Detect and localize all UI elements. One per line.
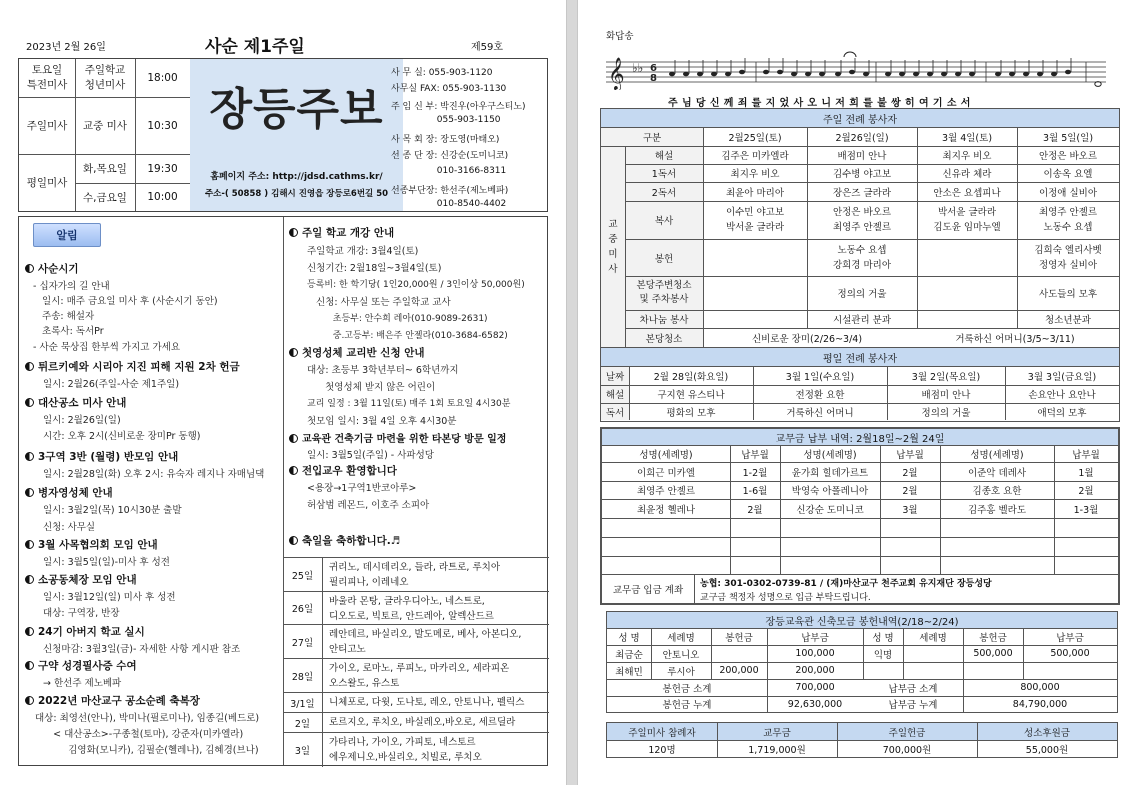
column-header: 3월 4일(토) [941, 133, 993, 144]
table-cell: 500,000 [973, 648, 1013, 659]
feast-row: 2일 로르지오, 루치오, 바실레오,바오로, 세르딜라 [283, 713, 549, 733]
table-cell: 애덕의 모후 [1037, 407, 1087, 419]
sunday-ministers-table [600, 108, 1120, 348]
church-address: 주소-( 50858 ) 김해시 진영읍 장등로6번길 50 [204, 189, 389, 199]
contact-line: 사무실 FAX: 055-903-1130 [391, 84, 507, 94]
mass-time: 10:00 [147, 191, 178, 203]
notice-line: 일시: 3월5일(일)-미사 후 성전 [43, 557, 170, 568]
notice-line: 신청: 사무실 [43, 522, 96, 533]
role-label: 해설 [654, 151, 674, 162]
column-header: 2월25일(토) [728, 133, 782, 144]
subtotal-value: 700,000 [795, 682, 835, 693]
table-cell: 최금순 [615, 649, 643, 661]
bullet-icon [25, 452, 34, 461]
table-cell: 이정애 실비아 [1038, 187, 1098, 199]
column-header: 성명(세례명) [803, 450, 857, 461]
role-label: 봉헌 [654, 253, 674, 265]
table-cell: 최해민 [615, 666, 643, 678]
table-cell: 구지현 유스티나 [657, 390, 725, 401]
contact-line: 선종부단장: 한선주(제노베파) [391, 186, 509, 196]
notice-title: 구약 성경필사증 수여 [25, 658, 137, 673]
notice-title: 튀르키예와 시리아 지진 피해 지원 2차 헌금 [25, 359, 240, 374]
notice-title: 축일을 축하합니다.♬ [289, 533, 400, 548]
mass-time: 10:30 [147, 119, 178, 132]
notice-line: 일시: 3월12일(일) 미사 후 성전 [43, 592, 176, 603]
notice-line: 일시: 2월28일(화) 오후 2시: 유숙자 레지나 자매님댁 [43, 469, 265, 480]
role-label: 본당주변청소 및 주차봉사 [636, 280, 692, 305]
notice-line: 일시: 2월26(주일-사순 제1주일) [43, 379, 180, 390]
feast-row: 26일 바울라 몬탕, 글라우디아노, 네스트로, 디오도로, 빅토르, 안드레아, 알렉산드르 [283, 592, 549, 625]
mass-sub-youth: 주일학교 청년미사 [84, 64, 126, 91]
table-cell: 안정은 바오르 최영주 안젤르 [832, 207, 892, 233]
table-title: 장등교육관 신축모금 봉헌내역(2/18~2/24) [607, 612, 1117, 629]
subtotal-value: 800,000 [1020, 682, 1060, 693]
column-header: 주일미사 참례자 [628, 727, 696, 739]
role-label: 1독서 [651, 169, 677, 180]
notice-line: 등록비: 한 학기당( 1인20,000원 / 3인이상 50,000원) [307, 280, 525, 290]
column-header: 성소후원금 [1024, 727, 1070, 739]
notice-line: 초등부: 안수희 레아(010-9089-2631) [307, 314, 488, 324]
table-cell: 1,719,000원 [748, 744, 806, 756]
dues-table [600, 427, 1120, 605]
column-header: 성명(세례명) [639, 450, 693, 461]
column-header: 교무금 [763, 727, 791, 739]
weekday-ministers-table [600, 348, 1120, 422]
notice-line: 첫영성체 받지 않은 어린이 [307, 382, 436, 393]
table-cell: 200,000 [795, 665, 835, 676]
column-header: 구분 [642, 133, 662, 144]
column-header: 납부금 [801, 633, 829, 644]
mass-schedule-box [18, 58, 548, 212]
notice-title: 소공동체장 모임 안내 [25, 572, 137, 587]
notice-line: 일시: 3월5일(주일) - 사파성당 [307, 450, 434, 461]
table-cell: 최지우 비오 [730, 169, 780, 180]
table-cell: 배점미 안나 [837, 151, 887, 162]
notice-line: 신청기간: 2월18일~3월4일(토) [307, 263, 442, 274]
notice-title: 대산공소 미사 안내 [25, 395, 126, 410]
notice-line: 신청: 사무실 또는 주일학교 교사 [307, 297, 451, 308]
table-cell: 최영주 안젤르 [636, 486, 696, 497]
table-cell: 신강순 도미니코 [796, 504, 864, 516]
notice-title: 24기 아버지 학교 실시 [25, 624, 145, 639]
hymn-lyrics: 주 님 당 신 께 죄 를 지 었 사 오 니 저 희 를 불 쌍 히 여 기 소 서 [668, 98, 971, 109]
table-cell: 최윤아 마리아 [725, 187, 785, 199]
bullet-icon [25, 398, 34, 407]
table-cell: 1-6월 [742, 486, 768, 497]
notice-title: 사순시기 [25, 261, 79, 276]
bullet-icon [289, 228, 298, 237]
notice-line: < 대산공소>-구종철(토마), 강준자(미카엘라) [35, 729, 244, 740]
table-cell: 전정환 요한 [795, 390, 845, 401]
feast-row: 28일 가이오, 로마노, 루피노, 마카리오, 세라피온 오스왈도, 유스토 [283, 659, 549, 693]
subtotal-label: 납부금 소계 [888, 683, 938, 695]
homepage-link[interactable]: 홈페이지 주소: http://jdsd.cathms.kr/ [210, 172, 383, 182]
table-cell: 평화의 모후 [666, 407, 716, 419]
column-header: 납부금 [1056, 633, 1084, 644]
table-cell: 3월 2일(목요일) [911, 372, 981, 383]
bullet-icon [25, 696, 34, 705]
table-cell: 이준악 데레사 [967, 467, 1027, 479]
notice-line: 김영화(모니카), 김필순(헬레나), 김혜경(브나) [35, 745, 259, 756]
building-fund-table [606, 611, 1118, 713]
offering-summary-table [606, 722, 1118, 758]
table-title: 평일 전례 봉사자 [601, 348, 1119, 367]
notice-title: 3월 사목협의회 모임 안내 [25, 537, 158, 552]
notice-line: 허삼범 레몬드, 이호주 소피아 [307, 500, 430, 511]
notice-line: → 한선주 제노베파 [43, 678, 122, 689]
table-cell: 배점미 안나 [921, 390, 971, 401]
notice-line: 일시: 3월2일(목) 10시30분 출발 [43, 505, 182, 516]
table-cell: 2월 28일(화요일) [653, 372, 729, 383]
notice-line: - 사순 묵상집 한부씩 가지고 가세요 [33, 342, 181, 353]
notice-line: 중.고등부: 배은주 안젤라(010-3684-6582) [307, 331, 508, 341]
bulletin-title: 사순 제1주일 [205, 37, 305, 57]
table-cell: 거룩하신 어머니(3/5~3/11) [955, 333, 1075, 345]
notice-title: 3구역 3반 (월령) 반모임 안내 [25, 449, 178, 464]
total-label: 봉헌금 누계 [662, 700, 712, 711]
table-cell: 3월 1일(수요일) [785, 372, 855, 383]
account-number: 농협: 301-0302-0739-81 / (재)마산교구 천주교회 유지재단 장등성당 [700, 578, 992, 589]
notice-line: <용장→1구역1반코아루> [307, 483, 417, 494]
table-cell: 김주은 미카엘라 [721, 151, 789, 162]
table-cell: 안토니오 [662, 649, 700, 661]
notice-line: - 십자가의 길 안내 [33, 281, 110, 292]
notice-line: 교리 일정 : 3월 11일(토) 매주 1회 토요일 4시30분 [307, 399, 511, 409]
table-cell: 1월 [1078, 467, 1094, 479]
table-cell: 거룩하신 어머니 [786, 407, 854, 419]
bullet-icon [25, 362, 34, 371]
account-note: 교구금 책정자 성명으로 입금 부탁드립니다. [700, 592, 871, 603]
table-cell: 청소년분과 [1045, 315, 1091, 326]
table-cell: 김종호 요한 [972, 486, 1022, 497]
column-header: 성 명 [618, 633, 640, 644]
column-header: 성 명 [872, 633, 894, 644]
left-page [0, 0, 566, 785]
table-cell: 안소은 요셉피나 [933, 187, 1001, 199]
column-header: 봉헌금 [725, 633, 753, 644]
table-cell: 이수민 야고보 박서윤 글라라 [725, 207, 785, 233]
bullet-icon [25, 627, 34, 636]
notice-line: 시간: 오후 2시(신비로운 장미Pr 동행) [43, 431, 201, 442]
table-cell: 김주홍 벨라도 [967, 504, 1027, 516]
total-value: 92,630,000 [787, 698, 843, 710]
svg-text:6: 6 [650, 63, 657, 74]
feast-day-table [283, 557, 549, 766]
notice-title: 주일 학교 개강 안내 [289, 225, 394, 240]
table-cell: 이송옥 요엘 [1043, 169, 1093, 180]
mass-label-sunday: 주일미사 [26, 120, 68, 132]
bullet-icon [25, 488, 34, 497]
role-label: 해설 [605, 390, 625, 401]
role-label: 본당청소 [645, 333, 683, 345]
contact-line: 주 임 신 부: 박진우(아우구스티노) [391, 102, 526, 112]
svg-text:8: 8 [650, 73, 657, 84]
table-cell: 루시아 [667, 666, 695, 678]
column-header: 주일헌금 [888, 727, 926, 739]
total-value: 84,790,000 [1012, 698, 1068, 710]
notice-line: 대상: 초등부 3학년부터~ 6학년까지 [307, 365, 459, 376]
table-cell: 박영숙 아폴레니아 [791, 486, 869, 497]
role-label: 독서 [605, 407, 625, 419]
page-gutter [566, 0, 578, 785]
mass-sub-tue-thu: 화,목요일 [83, 163, 127, 175]
table-cell: 시설관리 분과 [832, 315, 892, 326]
table-cell: 120명 [648, 744, 676, 756]
svg-text:♭♭: ♭♭ [632, 61, 644, 75]
notice-line: 주일학교 개강: 3월4일(토) [307, 246, 419, 257]
column-header: 봉헌금 [979, 633, 1007, 644]
bullet-icon [25, 661, 34, 670]
table-cell: 신비로운 장미(2/26~3/4) [751, 333, 863, 345]
side-label: 교 중 미 사 [608, 218, 618, 275]
feast-row: 3/1일 니체포로, 다윗, 도나토, 레오, 안토니나, 펠릭스 [283, 693, 549, 713]
table-cell: 이희근 미카엘 [636, 467, 696, 479]
contact-line: 010-8540-4402 [391, 199, 507, 209]
notice-line: 초록사: 독서Pr [33, 326, 104, 337]
role-label: 복사 [654, 216, 674, 227]
notice-title: 교육관 건축기금 마련을 위한 타본당 방문 일정 [289, 430, 506, 445]
table-cell: 김희숙 엘리사벳 정영자 실비아 [1034, 244, 1102, 271]
table-cell: 정의의 거울 [921, 407, 971, 419]
table-cell: 노동수 요셉 강희경 마리아 [832, 244, 892, 271]
bulletin-logo: 장등주보 [209, 84, 384, 135]
bullet-icon [25, 540, 34, 549]
table-cell: 사도들의 모후 [1038, 289, 1098, 300]
contact-line: 사 목 회 장: 장도영(마태오) [391, 135, 500, 145]
table-cell: 200,000 [719, 665, 759, 676]
notice-line: 주송: 해설자 [33, 311, 95, 322]
logo-panel [190, 59, 403, 211]
column-header: 납부월 [1072, 450, 1100, 461]
feast-row: 25일 귀리노, 데시데리오, 들라, 라트로, 루치아 필리피나, 이레네오 [283, 558, 549, 592]
mass-sub-wed-fri: 수,금요일 [83, 191, 127, 204]
role-label: 날짜 [605, 372, 625, 383]
table-cell: 김수병 야고보 [832, 169, 892, 180]
bullet-icon [289, 348, 298, 357]
table-title: 주일 전례 봉사자 [601, 109, 1119, 128]
notice-title: 첫영성체 교리반 신청 안내 [289, 345, 425, 360]
table-cell: 100,000 [795, 648, 835, 659]
notice-title: 전입교우 환영합니다 [289, 463, 397, 478]
contact-line: 010-3166-8311 [391, 166, 507, 176]
column-header: 세례명 [667, 633, 695, 644]
feast-row: 3일 가타리나, 가이오, 가피토, 네스토르 에우제니오,바실리오, 치빌로, 루치오 [283, 733, 549, 767]
table-cell: 700,000원 [882, 744, 932, 756]
contact-line: 선 종 단 장: 신강순(도미니코) [391, 151, 509, 161]
table-cell: 2월 [747, 504, 763, 516]
table-cell: 3월 3일(금요일) [1027, 372, 1097, 383]
contact-line: 055-903-1150 [391, 115, 501, 125]
hymn-label: 화답송 [606, 31, 634, 42]
notice-title: 병자영성체 안내 [25, 485, 113, 500]
notice-line: 일시: 2월26일(일) [43, 415, 121, 426]
mass-time: 19:30 [147, 162, 178, 175]
bullet-icon [289, 434, 298, 443]
notice-line: 첫모임 일시: 3월 4일 오후 4시30분 [307, 416, 457, 427]
table-title: 교무금 납부 내역: 2월18일~2월 24일 [602, 429, 1118, 446]
table-cell: 익명 [873, 649, 893, 661]
column-header: 납부월 [741, 450, 769, 461]
role-label: 2독서 [651, 187, 677, 199]
table-cell [903, 645, 963, 662]
issue-number: 제59호 [471, 42, 504, 53]
notice-line: 일시: 매주 금요일 미사 후 (사순시기 동안) [33, 296, 218, 307]
music-staff-icon [606, 50, 1106, 90]
mass-label-saturday: 토요일 특전미사 [26, 64, 68, 91]
column-header: 성명(세례명) [970, 450, 1024, 461]
role-label: 차나눔 봉사 [639, 315, 689, 326]
table-cell: 1-2월 [742, 467, 768, 479]
table-cell: 3월 [902, 504, 918, 516]
table-cell [711, 645, 767, 662]
notice-line: 대상: 최영선(안나), 박미나(필로미나), 임종길(베드로) [35, 713, 260, 724]
notice-line: 신청마감: 3월3일(금)- 자세한 사항 게시판 참조 [43, 644, 241, 655]
notice-title: 2022년 마산교구 공소순례 축복장 [25, 693, 200, 708]
table-cell: 최영주 안젤르 노동수 요셉 [1038, 207, 1098, 233]
notice-line: 대상: 구역장, 반장 [43, 608, 120, 619]
table-cell: 정의의 거울 [837, 289, 887, 300]
feast-row: 27일 레안데르, 바실리오, 발도메로, 베사, 아본디오, 안티고노 [283, 625, 549, 659]
table-cell: 박서윤 글라라 김도윤 임마누엘 [933, 207, 1001, 233]
column-header: 2월26일(일) [835, 133, 889, 144]
bullet-icon [289, 536, 298, 545]
column-header: 납부월 [896, 450, 924, 461]
table-cell: 2월 [902, 486, 918, 497]
right-page [578, 0, 1140, 785]
mass-sub-main: 교중 미사 [83, 120, 127, 132]
table-cell: 장은즈 글라라 [832, 187, 892, 199]
mass-time: 18:00 [147, 72, 178, 84]
table-cell: 2월 [902, 467, 918, 479]
table-cell: 최윤정 헬레나 [636, 504, 696, 516]
table-cell: 500,000 [1050, 648, 1090, 659]
bulletin-date: 2023년 2월 26일 [26, 42, 106, 53]
total-label: 납부금 누계 [888, 700, 938, 711]
table-cell: 최지우 비오 [942, 151, 992, 162]
svg-text:𝄞: 𝄞 [608, 57, 625, 90]
notices-box [18, 216, 548, 766]
table-cell: 손요안나 요안나 [1028, 390, 1096, 401]
column-header: 3월 5일(일) [1042, 133, 1094, 144]
mass-label-weekday: 평일미사 [26, 177, 68, 189]
table-cell: 신유라 체라 [942, 169, 992, 180]
table-cell: 윤가희 힐데가르트 [791, 467, 869, 479]
table-cell: 안정은 바오르 [1038, 151, 1098, 162]
table-cell: 55,000원 [1025, 744, 1069, 756]
table-cell: 2월 [1078, 486, 1094, 497]
table-cell: 1-3월 [1073, 504, 1099, 516]
column-header: 세례명 [919, 633, 947, 644]
contact-line: 사 무 실: 055-903-1120 [391, 68, 493, 78]
account-label: 교무금 입금 계좌 [612, 584, 684, 596]
bullet-icon [25, 264, 34, 273]
bullet-icon [289, 466, 298, 475]
subtotal-label: 봉헌금 소계 [662, 683, 712, 695]
notice-button[interactable]: 알림 [33, 223, 101, 247]
bullet-icon [25, 575, 34, 584]
